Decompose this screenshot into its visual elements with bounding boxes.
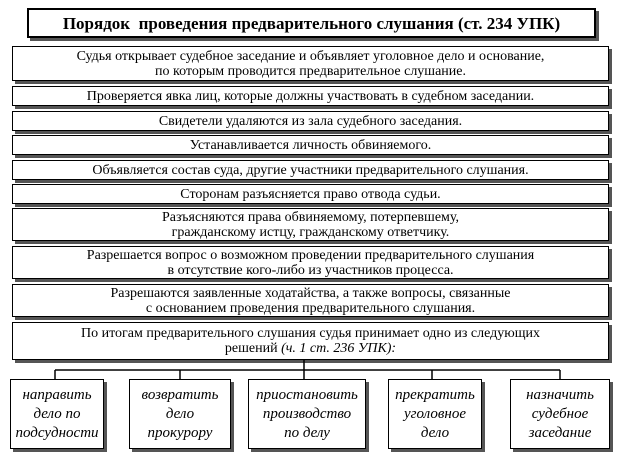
step-text: Проверяется явка лиц, которые должны участвовать в судебном заседании. bbox=[86, 88, 535, 104]
choice-refer-jurisdiction bbox=[10, 379, 104, 449]
step-text: Свидетели удаляются из зала судебного заседания. bbox=[158, 113, 463, 129]
step-text: Сторонам разъясняется право отвода судьи. bbox=[180, 186, 441, 202]
choice-text: возвратить дело прокурору bbox=[141, 386, 219, 441]
step-text: Разрешается вопрос о возможном проведении предварительного слушания в отсутствие кого-либо из участников процесса. bbox=[86, 247, 535, 278]
decision-reference: (ч. 1 ст. 236 УПК): bbox=[281, 341, 397, 356]
diagram-title-text: Порядок проведения предварительного слушания (ст. 234 УПК) bbox=[62, 13, 561, 33]
step-text: Судья открывает судебное заседание и объявляет уголовное дело и основание, по которым проводится предварительное слушание. bbox=[76, 48, 545, 79]
choice-return-prosecutor bbox=[129, 379, 231, 449]
step-text: Устанавливается личность обвиняемого. bbox=[189, 137, 432, 153]
choice-text: направить дело по подсудности bbox=[15, 386, 99, 441]
choice-terminate-case bbox=[388, 379, 482, 449]
step-text: Разъясняются права обвиняемому, потерпевшему, гражданскому истцу, гражданскому ответчику. bbox=[161, 209, 459, 240]
choice-text: приостановить производство по делу bbox=[256, 386, 358, 441]
step-text: Объявляется состав суда, другие участники предварительного слушания. bbox=[92, 162, 529, 178]
step-text: Разрешаются заявленные ходатайства, а также вопросы, связанные с основанием проведения предварительного слушания. bbox=[110, 285, 511, 316]
choice-text: прекратить уголовное дело bbox=[395, 386, 475, 441]
choice-suspend-proceedings bbox=[248, 379, 366, 449]
decision-text: По итогам предварительного слушания судья принимает одно из следующих решений bbox=[80, 326, 541, 356]
choice-text: назначить судебное заседание bbox=[526, 386, 594, 441]
choice-schedule-hearing bbox=[510, 379, 610, 449]
